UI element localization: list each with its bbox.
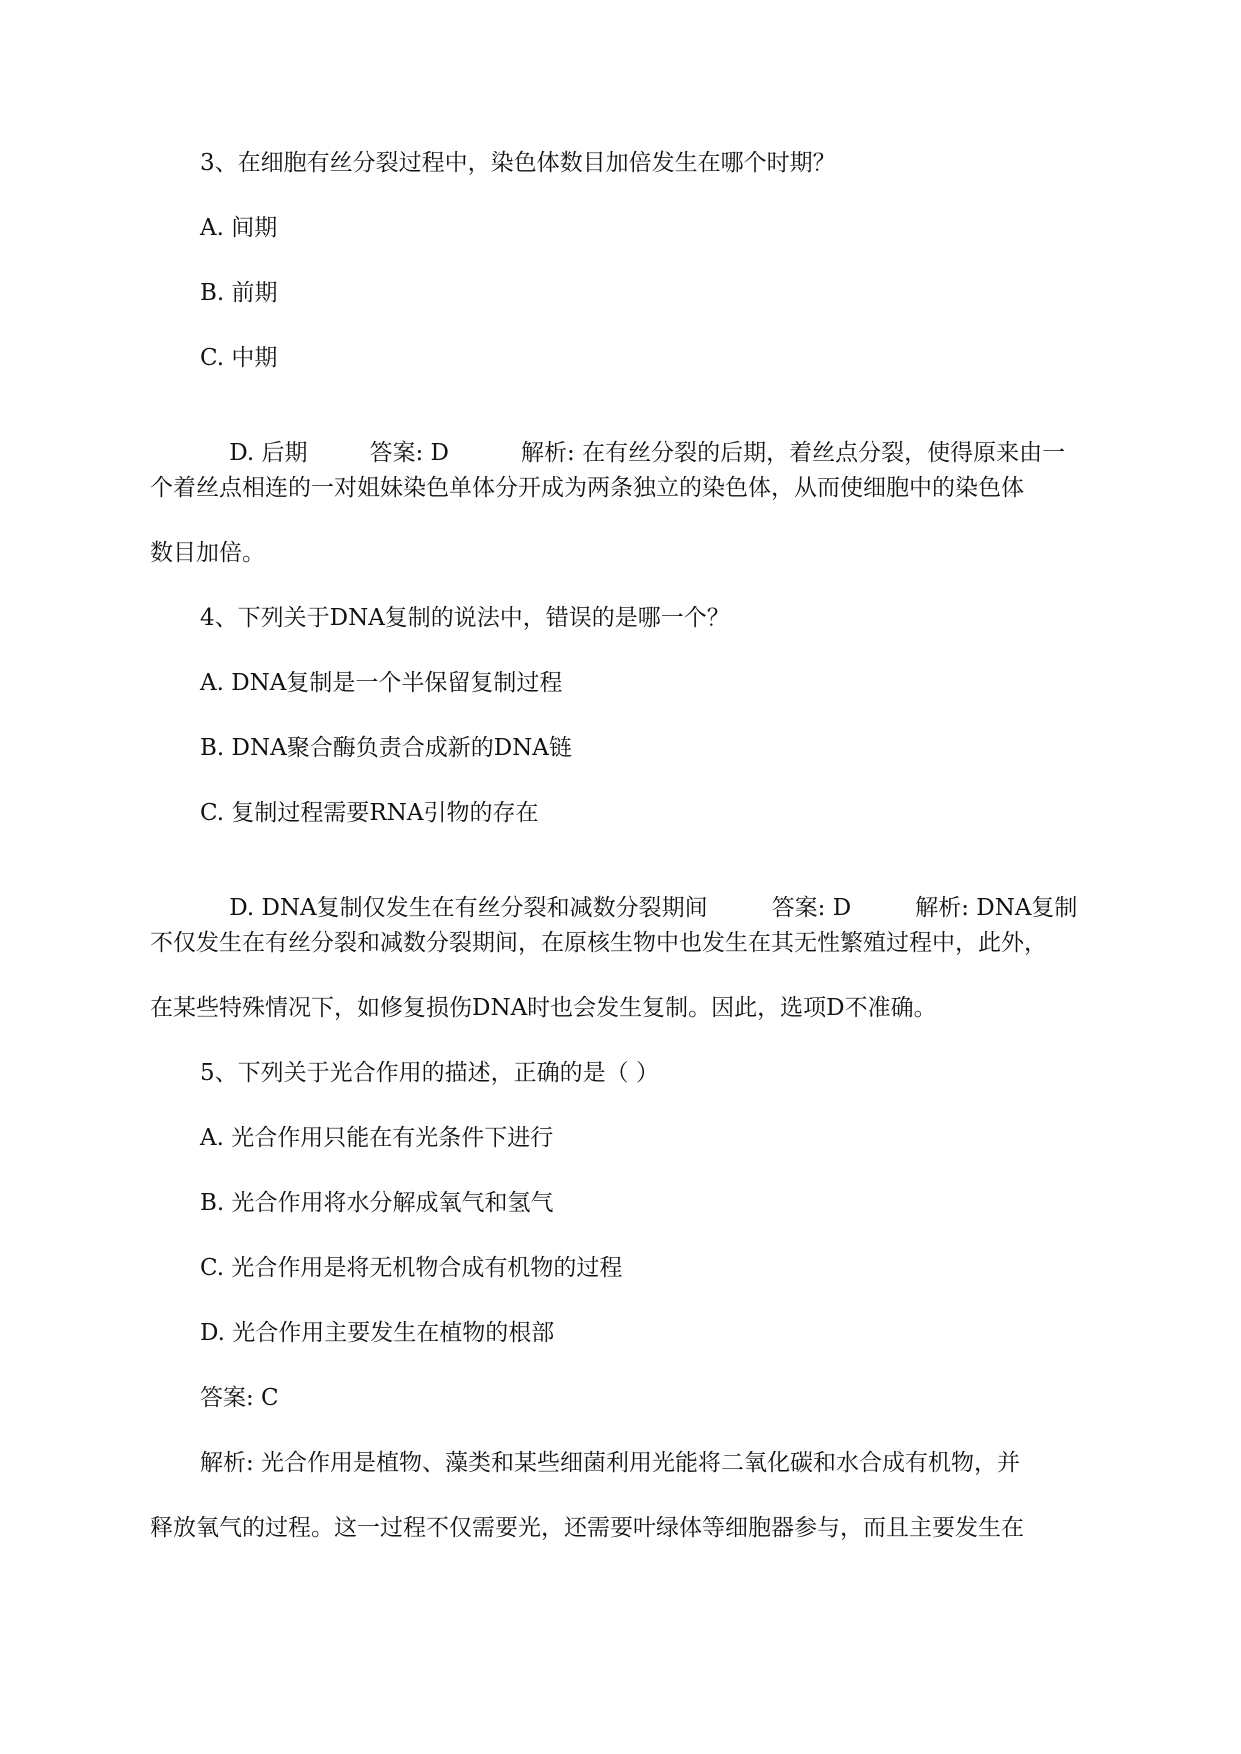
question-3-option-a: A. 间期 xyxy=(200,215,278,241)
question-4-option-a: A. DNA复制是一个半保留复制过程 xyxy=(200,670,563,696)
question-3-analysis-start: 解析: 在有丝分裂的后期，着丝点分裂，使得原来由一 xyxy=(521,440,1066,466)
question-4-option-c: C. 复制过程需要RNA引物的存在 xyxy=(200,800,539,826)
question-3-analysis-line-2: 个着丝点相连的一对姐妹染色单体分开成为两条独立的染色体，从而使细胞中的染色体 xyxy=(150,475,1024,501)
question-5-option-b: B. 光合作用将水分解成氧气和氢气 xyxy=(200,1190,554,1216)
question-5-stem: 5、下列关于光合作用的描述，正确的是（ ） xyxy=(200,1060,659,1086)
question-3-analysis-line-3: 数目加倍。 xyxy=(150,540,265,566)
question-3-answer: 答案: D xyxy=(369,440,450,466)
question-4-option-d: D. DNA复制仅发生在有丝分裂和减数分裂期间 xyxy=(229,895,708,921)
question-4-stem: 4、下列关于DNA复制的说法中，错误的是哪一个？ xyxy=(200,605,730,631)
question-4-analysis-line-2: 不仅发生在有丝分裂和减数分裂期间，在原核生物中也发生在其无性繁殖过程中，此外， xyxy=(150,930,1047,956)
question-3-stem: 3、在细胞有丝分裂过程中，染色体数目加倍发生在哪个时期？ xyxy=(200,150,836,176)
question-5-option-a: A. 光合作用只能在有光条件下进行 xyxy=(200,1125,554,1151)
question-5-answer: 答案: C xyxy=(200,1385,279,1411)
question-3-option-d: D. 后期 xyxy=(229,440,308,466)
question-4-answer: 答案: D xyxy=(771,895,852,921)
question-4-analysis-line-3: 在某些特殊情况下，如修复损伤DNA时也会发生复制。因此，选项D不准确。 xyxy=(150,995,937,1021)
question-5-option-c: C. 光合作用是将无机物合成有机物的过程 xyxy=(200,1255,623,1281)
question-3-option-c: C. 中期 xyxy=(200,345,278,371)
question-5-option-d: D. 光合作用主要发生在植物的根部 xyxy=(200,1320,555,1346)
question-5-analysis-line-1: 解析: 光合作用是植物、藻类和某些细菌利用光能将二氧化碳和水合成有机物，并 xyxy=(200,1450,1021,1476)
question-3-option-b: B. 前期 xyxy=(200,280,278,306)
question-5-analysis-line-2: 释放氧气的过程。这一过程不仅需要光，还需要叶绿体等细胞器参与，而且主要发生在 xyxy=(150,1515,1024,1541)
question-4-analysis-start: 解析: DNA复制 xyxy=(915,895,1078,921)
question-4-option-b: B. DNA聚合酶负责合成新的DNA链 xyxy=(200,735,572,761)
